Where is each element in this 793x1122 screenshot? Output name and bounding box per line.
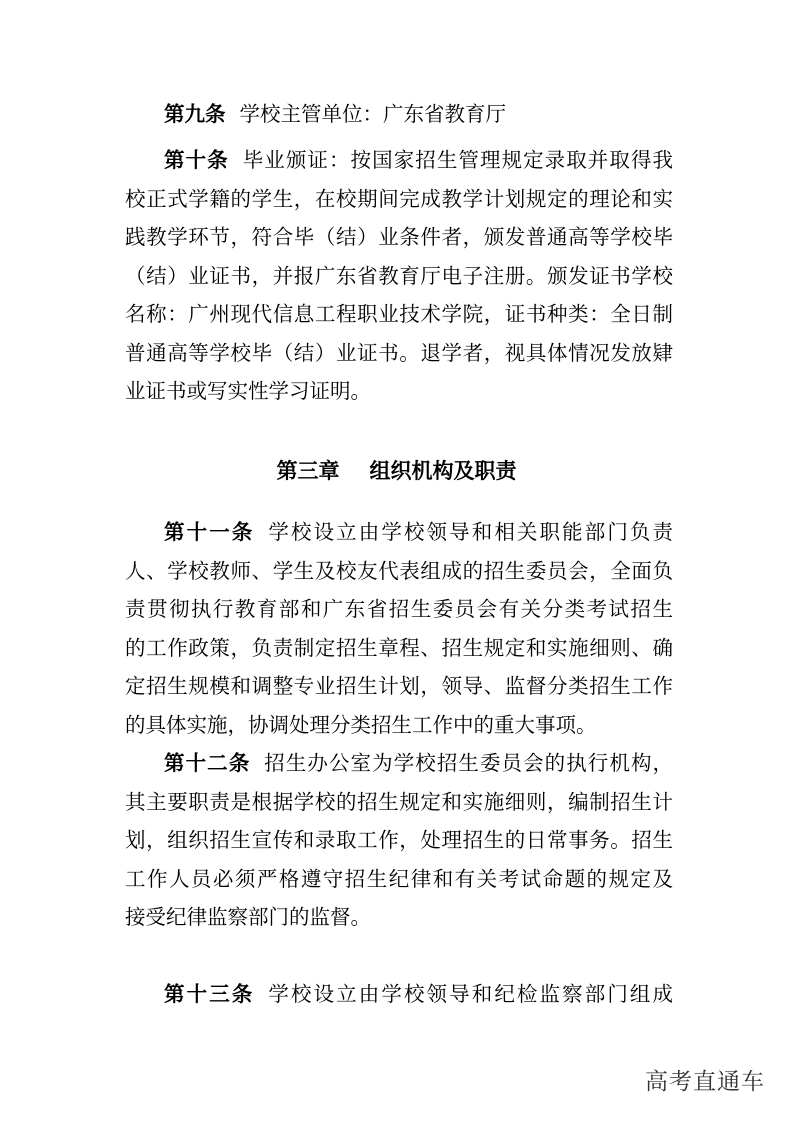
- watermark-text: 高考直通车: [645, 1069, 765, 1095]
- chapter-title: 组织机构及职责: [369, 459, 517, 483]
- article-10-line-6: 普通高等学校毕（结）业证书。退学者，视具体情况发放肄: [125, 341, 673, 365]
- article-10-heading: 第十条: [164, 148, 229, 172]
- article-10-line-7: 业证书或写实性学习证明。: [125, 379, 371, 403]
- chapter-heading: [0, 455, 793, 487]
- article-11-line-4: 的工作政策，负责制定招生章程、招生规定和实施细则、确: [125, 636, 673, 660]
- article-11-line-1: 第十一条 学校设立由学校领导和相关职能部门负责: [164, 520, 673, 544]
- article-12-line-1: 第十二条 招生办公室为学校招生委员会的执行机构，: [164, 751, 673, 775]
- article-12-line-5: 接受纪律监察部门的监督。: [125, 905, 371, 929]
- chapter-number: 第三章: [276, 459, 340, 483]
- article-9-heading: 第九条: [164, 102, 226, 126]
- article-12-line-3: 划，组织招生宣传和录取工作，处理招生的日常事务。招生: [125, 828, 673, 852]
- article-12-line-4: 工作人员必须严格遵守招生纪律和有关考试命题的规定及: [125, 867, 673, 891]
- article-10-line-2: 校正式学籍的学生，在校期间完成教学计划规定的理论和实: [125, 187, 673, 211]
- article-11-line-6: 的具体实施，协调处理分类招生工作中的重大事项。: [125, 713, 597, 737]
- article-13-line-1: 第十三条 学校设立由学校领导和纪检监察部门组成: [164, 982, 673, 1006]
- article-9-line-1: 第九条 学校主管单位：广东省教育厅: [164, 102, 506, 126]
- article-10-line-1: 第十条 毕业颁证：按国家招生管理规定录取并取得我: [164, 148, 673, 172]
- article-10-line-5: 名称：广州现代信息工程职业技术学院，证书种类：全日制: [125, 302, 673, 326]
- article-11-line-5: 定招生规模和调整专业招生计划，领导、监督分类招生工作: [125, 674, 673, 698]
- article-12-heading: 第十二条: [164, 751, 251, 775]
- article-13-heading: 第十三条: [164, 982, 255, 1006]
- article-11-heading: 第十一条: [164, 520, 255, 544]
- article-11-line-2: 人、学校教师、学生及校友代表组成的招生委员会，全面负: [125, 559, 673, 583]
- article-12-line-2: 其主要职责是根据学校的招生规定和实施细则，编制招生计: [125, 790, 673, 814]
- article-10-line-3: 践教学环节，符合毕（结）业条件者，颁发普通高等学校毕: [125, 225, 673, 249]
- article-10-line-4: （结）业证书，并报广东省教育厅电子注册。颁发证书学校: [125, 264, 673, 288]
- article-11-line-3: 责贯彻执行教育部和广东省招生委员会有关分类考试招生: [125, 597, 673, 621]
